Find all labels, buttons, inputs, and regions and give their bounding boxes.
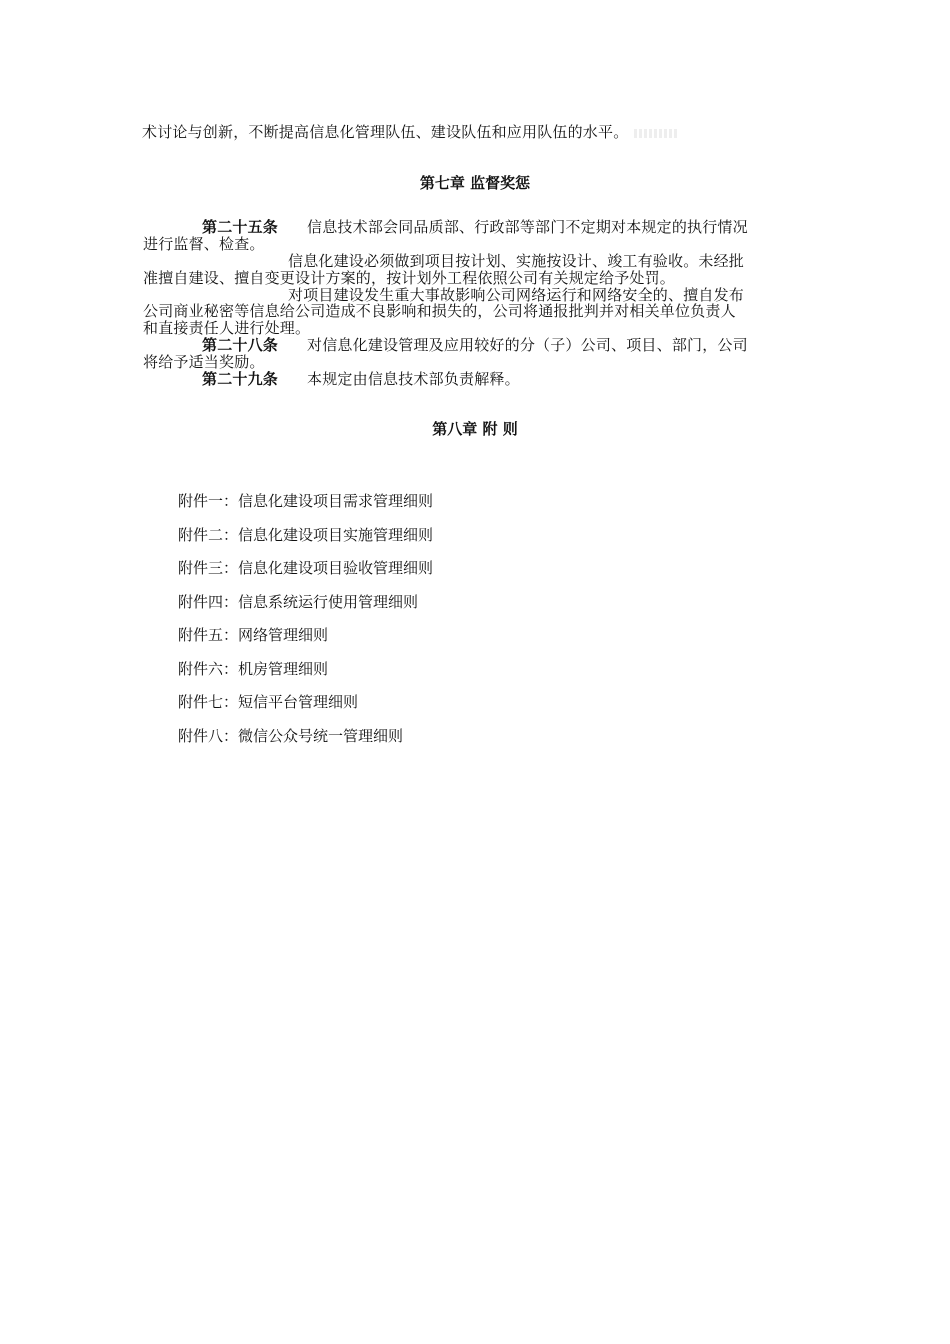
article-28-text-1: 对信息化建设管理及应用较好的分（子）公司、项目、部门，公司	[307, 336, 748, 354]
article-27-line-1: 对项目建设发生重大事故影响公司网络运行和网络安全的、擅自发布	[288, 286, 745, 304]
article-25-line-2: 进行监督、检查。	[143, 235, 265, 253]
intro-text: 术讨论与创新，不断提高信息化管理队伍、建设队伍和应用队伍的水平。	[142, 123, 629, 141]
article-28-line-2: 将给予适当奖励。	[143, 353, 265, 371]
attachment-item-2: 附件二：信息化建设项目实施管理细则	[178, 526, 434, 544]
attachment-item-3: 附件三：信息化建设项目验收管理细则	[178, 559, 434, 577]
article-25-label: 第二十五条	[202, 218, 279, 236]
chapter-8-title: 第八章 附 则	[432, 420, 518, 438]
attachment-item-7: 附件七：短信平台管理细则	[178, 693, 359, 711]
intro-line	[142, 124, 678, 141]
article-29-label: 第二十九条	[202, 370, 279, 388]
attachment-item-6: 附件六：机房管理细则	[178, 660, 329, 678]
article-27-line-3: 和直接责任人进行处理。	[143, 319, 311, 337]
article-29-line-1	[202, 371, 520, 388]
article-26-line-2: 准擅自建设、擅自变更设计方案的，按计划外工程依照公司有关规定给予处罚。	[143, 269, 676, 287]
faded-mark	[634, 129, 678, 138]
article-28-line-1	[202, 337, 748, 354]
attachment-item-1: 附件一：信息化建设项目需求管理细则	[178, 492, 434, 510]
attachment-item-5: 附件五：网络管理细则	[178, 626, 329, 644]
article-26-line-1: 信息化建设必须做到项目按计划、实施按设计、竣工有验收。未经批	[288, 252, 745, 270]
article-27-line-2: 公司商业秘密等信息给公司造成不良影响和损失的，公司将通报批判并对相关单位负责人	[143, 302, 736, 320]
article-29-text-1: 本规定由信息技术部负责解释。	[307, 370, 520, 388]
attachment-item-8: 附件八：微信公众号统一管理细则	[178, 727, 404, 745]
article-25-line-1	[202, 219, 748, 236]
attachment-item-4: 附件四：信息系统运行使用管理细则	[178, 593, 419, 611]
article-28-label: 第二十八条	[202, 336, 279, 354]
chapter-7-title: 第七章 监督奖惩	[419, 174, 531, 192]
article-25-text-1: 信息技术部会同品质部、行政部等部门不定期对本规定的执行情况	[307, 218, 748, 236]
